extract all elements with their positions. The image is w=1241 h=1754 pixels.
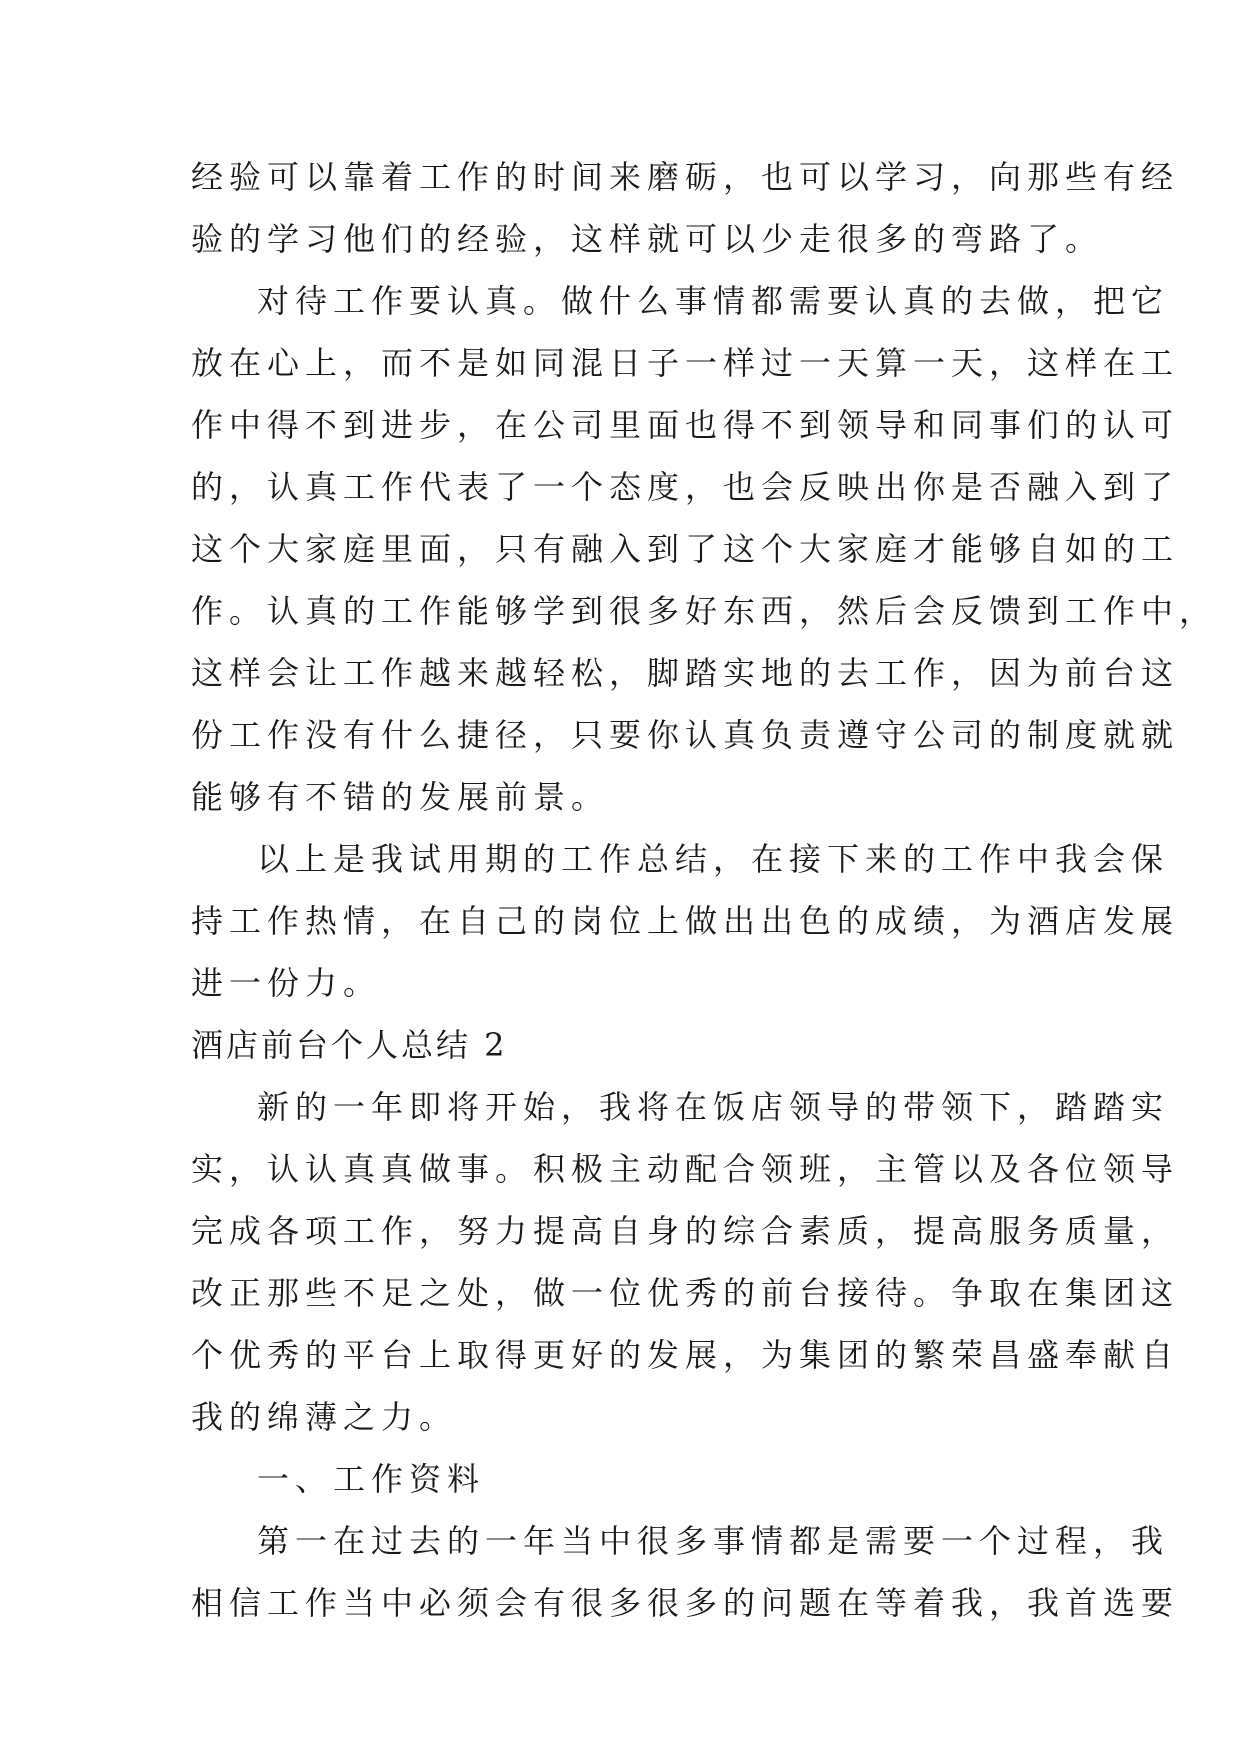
section-heading: 酒店前台个人总结 2	[191, 1026, 508, 1064]
text-line: 新的一年即将开始，我将在饭店领导的带领下，踏踏实	[257, 1088, 1170, 1126]
text-line: 个优秀的平台上取得更好的发展，为集团的繁荣昌盛奉献自	[191, 1336, 1180, 1374]
text-line: 这个大家庭里面，只有融入到了这个大家庭才能够自如的工	[191, 530, 1180, 568]
text-line: 放在心上，而不是如同混日子一样过一天算一天，这样在工	[191, 344, 1180, 382]
text-line: 能够有不错的发展前景。	[191, 778, 610, 816]
text-line: 这样会让工作越来越轻松，脚踏实地的去工作，因为前台这	[191, 654, 1180, 692]
text-line: 作。认真的工作能够学到很多好东西，然后会反馈到工作中，	[191, 592, 1218, 630]
text-line: 实，认认真真做事。积极主动配合领班，主管以及各位领导	[191, 1150, 1180, 1188]
text-line: 经验可以靠着工作的时间来磨砺，也可以学习，向那些有经	[191, 158, 1180, 196]
text-line: 完成各项工作，努力提高自身的综合素质，提高服务质量，	[191, 1212, 1180, 1250]
text-line: 对待工作要认真。做什么事情都需要认真的去做，把它	[257, 282, 1170, 320]
text-line: 一、工作资料	[257, 1460, 486, 1498]
text-line: 持工作热情，在自己的岗位上做出出色的成绩，为酒店发展	[191, 902, 1180, 940]
document-body	[191, 146, 1218, 1634]
text-line: 改正那些不足之处，做一位优秀的前台接待。争取在集团这	[191, 1274, 1180, 1312]
text-line: 的，认真工作代表了一个态度，也会反映出你是否融入到了	[191, 468, 1180, 506]
text-line: 相信工作当中必须会有很多很多的问题在等着我，我首选要	[191, 1584, 1180, 1622]
text-line: 份工作没有什么捷径，只要你认真负责遵守公司的制度就就	[191, 716, 1180, 754]
text-line: 以上是我试用期的工作总结，在接下来的工作中我会保	[257, 840, 1170, 878]
text-line: 我的绵薄之力。	[191, 1398, 458, 1436]
text-line: 进一份力。	[191, 964, 382, 1002]
text-line: 第一在过去的一年当中很多事情都是需要一个过程，我	[257, 1522, 1170, 1560]
text-line: 验的学习他们的经验，这样就可以少走很多的弯路了。	[191, 220, 1104, 258]
text-line: 作中得不到进步，在公司里面也得不到领导和同事们的认可	[191, 406, 1180, 444]
